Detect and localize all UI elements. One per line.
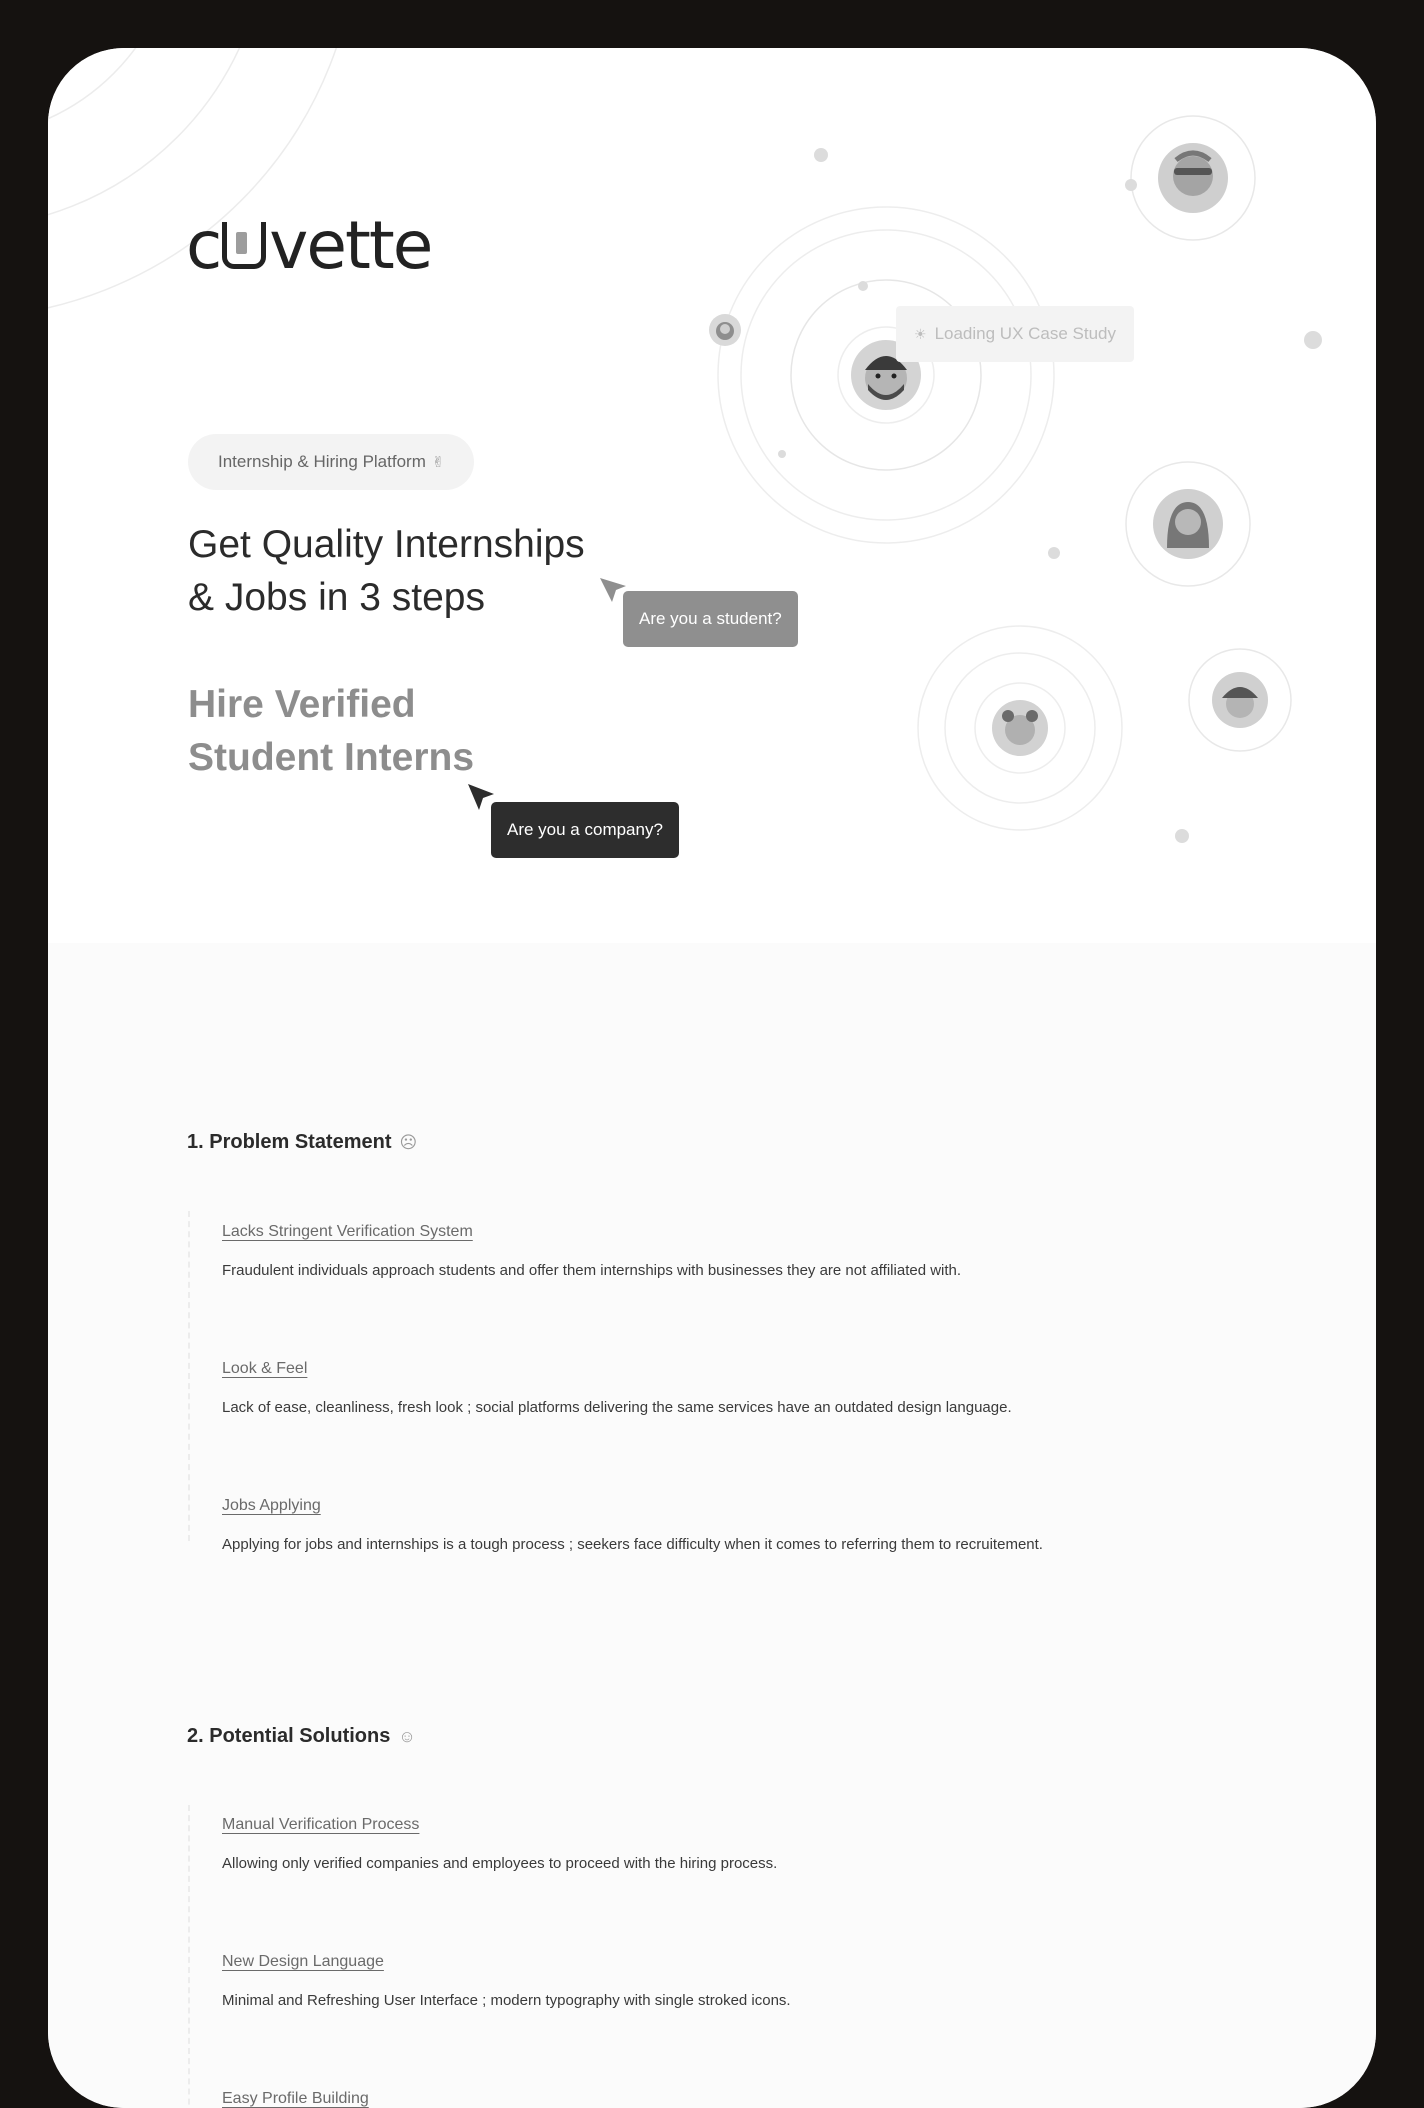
problem-item-title[interactable]: Look & Feel <box>222 1360 308 1377</box>
potential-solutions-title <box>187 1725 416 1748</box>
loading-label: Loading UX Case Study <box>934 324 1117 343</box>
solution-item-title[interactable]: Easy Profile Building <box>222 2090 369 2107</box>
hero-section <box>48 48 1376 943</box>
smiling-face-icon: ☺ <box>398 1727 416 1746</box>
solutions-title-text: 2. Potential Solutions <box>187 1725 391 1747</box>
avatar-lower-center <box>992 700 1048 756</box>
avatar-small-left <box>709 314 741 346</box>
solution-item-desc: Allowing only verified companies and employees to proceed with the hiring process. <box>222 1855 778 1872</box>
solutions-timeline <box>188 1805 190 2108</box>
solution-item-title[interactable]: New Design Language <box>222 1953 384 1970</box>
floating-dots <box>778 148 1322 843</box>
avatar-top-right <box>1158 143 1228 213</box>
spinner-icon: ☀ <box>914 326 927 342</box>
solution-item-title[interactable]: Manual Verification Process <box>222 1816 420 1833</box>
problem-item-desc: Fraudulent individuals approach students and offer them internships with businesses they are not affiliated with. <box>222 1262 962 1279</box>
avatar-rings <box>1126 116 1291 751</box>
problem-item-desc: Lack of ease, cleanliness, fresh look ; social platforms delivering the same services have an outdated design language. <box>222 1399 1012 1416</box>
page-card <box>48 48 1376 2108</box>
cuvette-logo[interactable]: c vette <box>186 207 432 284</box>
case-study-content <box>48 943 1376 2108</box>
avatar-right-middle <box>1153 489 1223 559</box>
problem-item-desc: Applying for jobs and internships is a tough process ; seekers face difficulty when it comes to referring them to recruitement. <box>222 1536 1043 1553</box>
victory-hand-icon: ✌ <box>431 454 445 471</box>
pill-label: Internship & Hiring Platform <box>218 452 426 471</box>
avatar-lower-right <box>1212 672 1268 728</box>
solution-item-desc: Minimal and Refreshing User Interface ; modern typography with single stroked icons. <box>222 1992 791 2009</box>
problem-statement-title <box>187 1131 417 1154</box>
problem-item-title[interactable]: Jobs Applying <box>222 1497 321 1514</box>
hero-headline: Get Quality Internships & Jobs in 3 steps <box>188 523 585 619</box>
student-cta-tag[interactable]: Are you a student? <box>623 591 798 647</box>
platform-pill <box>188 434 474 490</box>
hero-subheadline: Hire Verified Student Interns <box>188 683 475 779</box>
decorative-background <box>48 48 1376 943</box>
loading-case-study-badge <box>896 306 1134 362</box>
problem-item-title[interactable]: Lacks Stringent Verification System <box>222 1223 473 1240</box>
frowning-face-icon: ☹ <box>399 1133 418 1152</box>
problem-title-text: 1. Problem Statement <box>187 1131 392 1153</box>
problem-timeline <box>188 1211 190 1541</box>
company-cta-tag[interactable]: Are you a company? <box>491 802 679 858</box>
